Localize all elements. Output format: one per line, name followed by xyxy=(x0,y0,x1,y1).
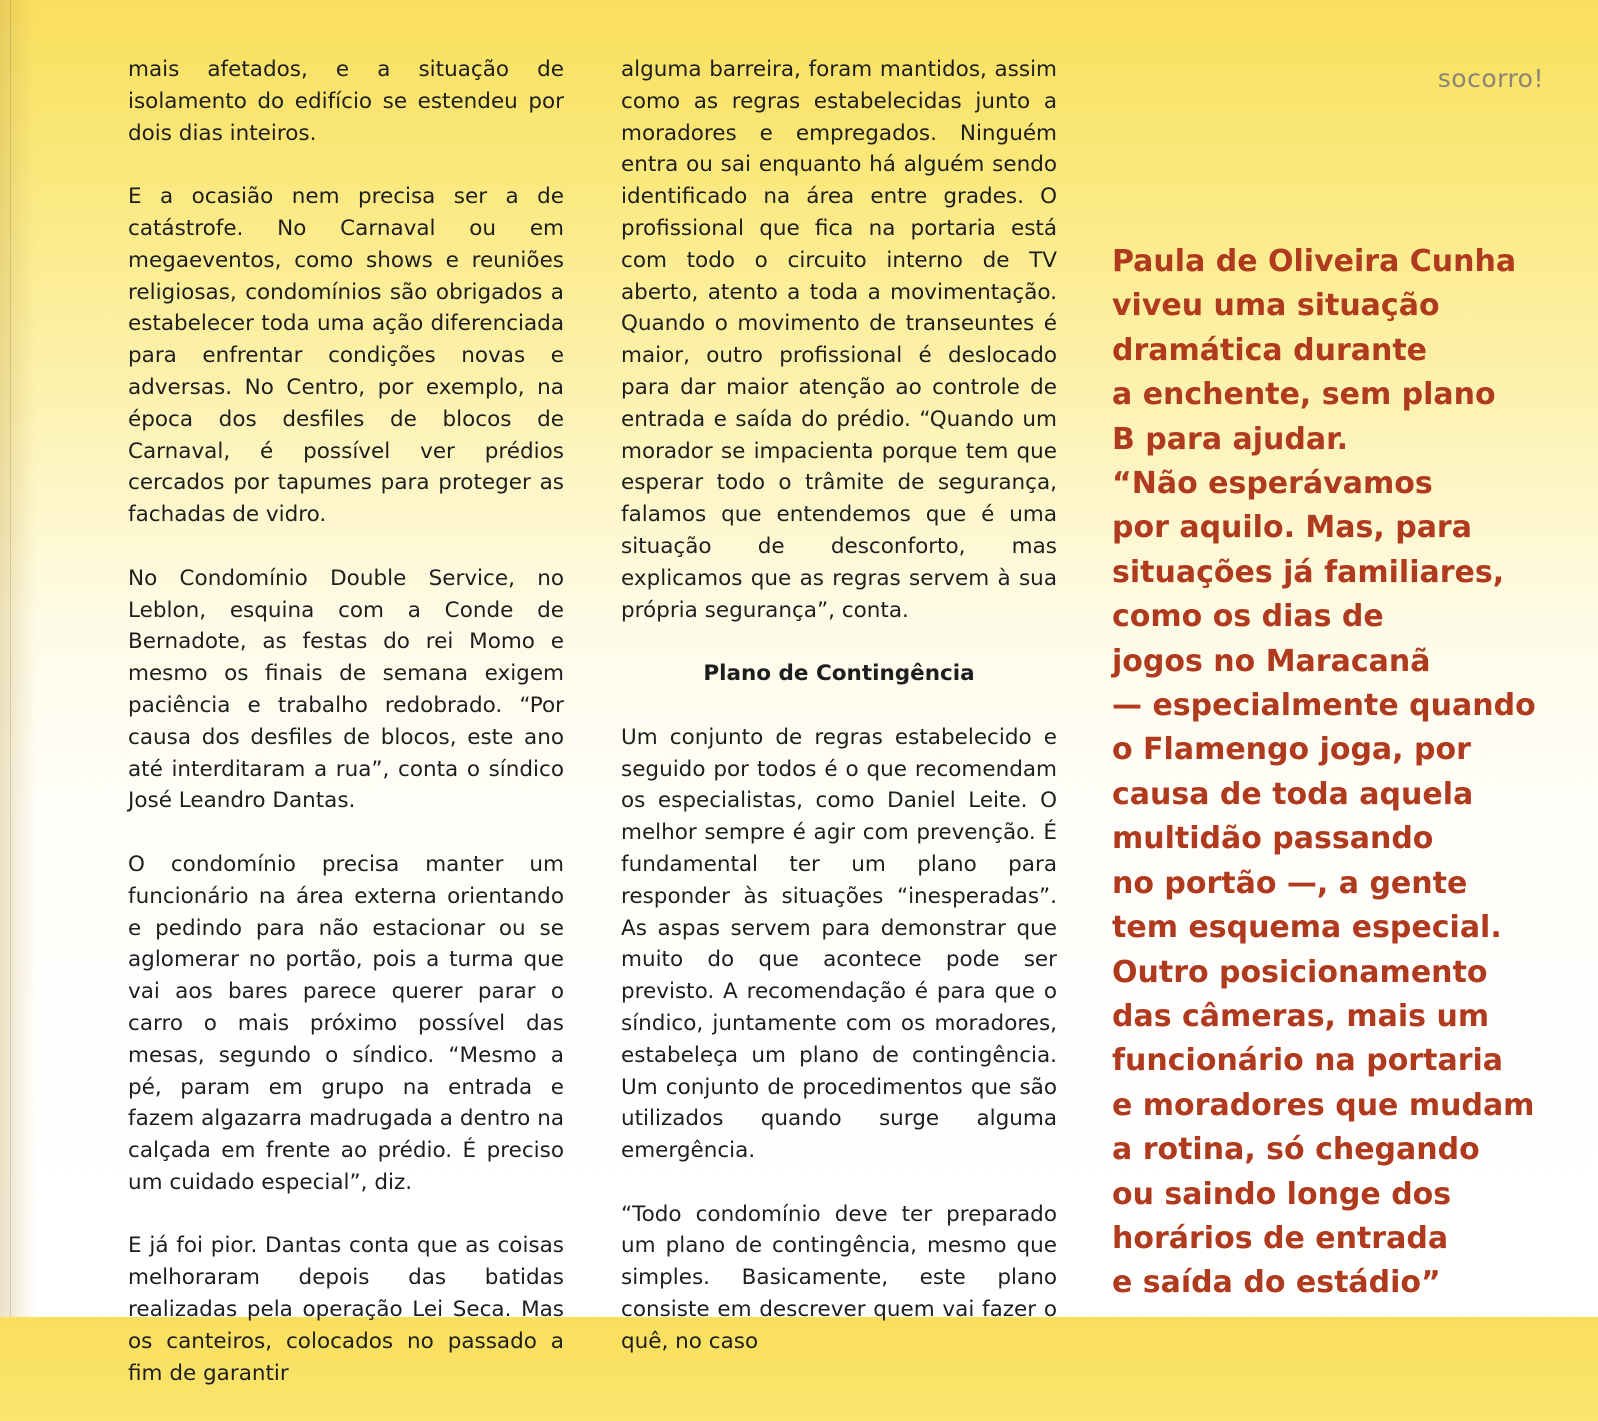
paragraph: Um conjunto de regras estabelecido e seguido por todos é o que recomendam os especialistas, como Daniel Leite. O melhor sempre é agir com prevenção. É fundamental ter um plano para responder às situações “inesperadas”. As aspas servem para demonstrar que muito do que acontece pode ser previsto. A recomendação é para que o síndico, juntamente com os moradores, estabeleça um plano de contingência. Um conjunto de procedimentos que são utilizados quando surge alguma emergência. xyxy=(621,724,1057,1164)
middle-column xyxy=(621,54,1057,1389)
left-column xyxy=(128,54,564,1421)
paragraph: O condomínio precisa manter um funcionário na área externa orientando e pedindo para não estacionar ou se aglomerar no portão, pois a turma que vai aos bares parece querer parar o carro o mais próximo possível das mesas, segundo o síndico. “Mesmo a pé, param em grupo na entrada e fazem algazarra madrugada a dentro na calçada em frente ao prédio. É preciso um cuidado especial”, diz. xyxy=(128,851,564,1195)
pull-quote: Paula de Oliveira Cunha viveu uma situação dramática durante a enchente, sem plano B para ajudar. “Não esperávamos por aquilo. Mas, para situações já familiares, como os dias de jogos no Maracanã — especialmente quando o Flamengo joga, por causa de toda aquela multidão passando no portão —, a gente tem esquema especial. Outro posicionamento das câmeras, mais um funcionário na portaria e moradores que mudam a rotina, só chegando ou saindo longe dos horários de entrada e saída do estádio” xyxy=(1112,244,1536,1301)
paragraph: mais afetados, e a situação de isolamento do edifício se estendeu por dois dias inteiros. xyxy=(128,57,564,146)
paragraph: “Todo condomínio deve ter preparado um plano de contingência, mesmo que simples. Basicamente, este plano consiste em descrever quem vai fazer o quê, no caso xyxy=(621,1201,1057,1354)
page-edge-shadow xyxy=(0,0,36,1317)
section-label: socorro! xyxy=(1437,64,1544,93)
page-fold-line xyxy=(10,0,11,1317)
paragraph: No Condomínio Double Service, no Leblon, esquina com a Conde de Bernadote, as festas do rei Momo e mesmo os finais de semana exigem paciência e trabalho redobrado. “Por causa dos desfiles de blocos, este ano até interditaram a rua”, conta o síndico José Leandro Dantas. xyxy=(128,565,564,814)
section-subheading: Plano de Contingência xyxy=(703,661,975,687)
paragraph: E já foi pior. Dantas conta que as coisas melhoraram depois das batidas realizadas pela operação Lei Seca. Mas os canteiros, colocados no passado a fim de garantir xyxy=(128,1233,564,1386)
paragraph: E a ocasião nem precisa ser a de catástrofe. No Carnaval ou em megaeventos, como shows e reuniões religiosas, condomínios são obrigados a estabelecer toda uma ação diferenciada para enfrentar condições novas e adversas. No Centro, por exemplo, na época dos desfiles de blocos de Carnaval, é possível ver prédios cercados por tapumes para proteger as fachadas de vidro. xyxy=(128,184,564,528)
paragraph: alguma barreira, foram mantidos, assim como as regras estabelecidas junto a moradores e empregados. Ninguém entra ou sai enquanto há alguém sendo identificado na área entre grades. O profissional que fica na portaria está com todo o circuito interno de TV aberto, atento a toda a movimentação. Quando o movimento de transeuntes é maior, outro profissional é deslocado para dar maior atenção ao controle de entrada e saída do prédio. “Quando um morador se impacienta porque tem que esperar todo o trâmite de segurança, falamos que entendemos que é uma situação de desconforto, mas explicamos que as regras servem à sua própria segurança”, conta. xyxy=(621,57,1057,623)
